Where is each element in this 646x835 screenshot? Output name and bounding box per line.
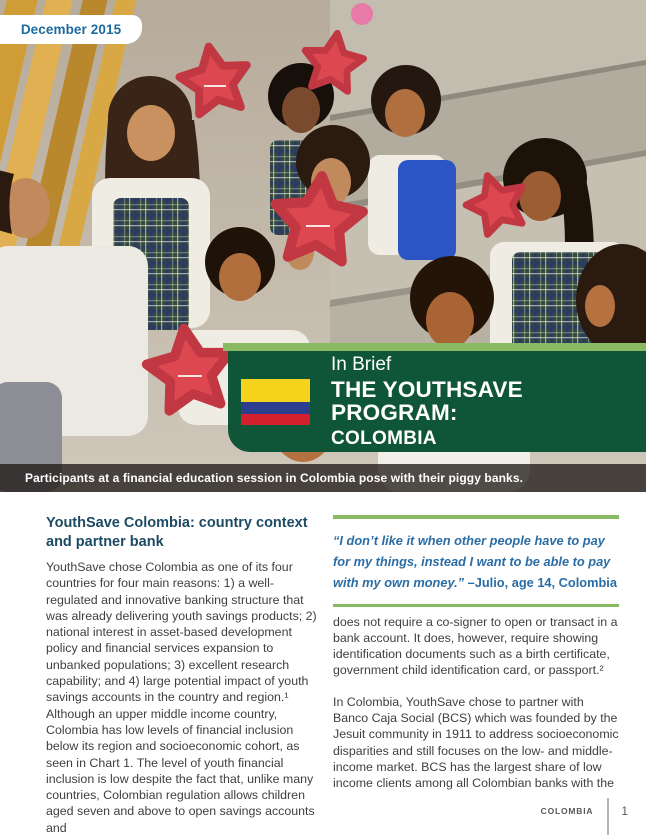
date-badge [0,15,142,44]
quote-rule-bottom [333,604,619,607]
right-column-paragraph-1: does not require a co-signer to open or transact in a bank account. It does, however, require showing identification documents such as a birth certificate, government child identification card, or passport.² [333,614,618,678]
quote-text: “I don’t like it when other people have to pay for my things, instead I want to be able to pay with my own money.” [333,533,611,590]
title-box [228,351,646,452]
pull-quote [333,530,619,593]
quote-rule-top [333,515,619,519]
right-column [333,515,619,791]
report-subtitle: COLOMBIA [331,428,437,449]
page-footer [541,798,628,835]
photo-caption: Participants at a financial education session in Colombia pose with their piggy banks. [25,471,524,485]
report-title: THE YOUTHSAVE PROGRAM: [331,377,523,425]
left-column-paragraph: YouthSave chose Colombia as one of its four countries for four main reasons: 1) a well-regulated and innovative banking structure that was already delivering youth savings products; 2) national interest in asset-based development policy and financial services expansion to unbanked populations; 3) excellent research capability; and 4) large potential impact of youth savings accounts in the country and region.¹ Although an upper middle income country, Colombia has low levels of financial inclusion below its region and socioeconomic cohort, as seen in Chart 1. The level of youth financial inclusion is low despite the fact that, unlike many countries, Colombian regulation allows children aged seven and above to open savings accounts and [46,560,317,835]
page-number: 1 [621,804,628,818]
colombia-flag-icon [241,379,310,425]
footer-country-label: COLOMBIA [540,806,594,816]
right-column-paragraph-2: In Colombia, YouthSave chose to partner with Banco Caja Social (BCS) which was founded by the Jesuit community in 1911 to address socioeconomic disparities and still focuses on the low- and middle-income market. BCS has the largest share of low income clients among all Colombian banks with the [333,694,619,791]
report-kicker: In Brief [331,354,392,375]
section-heading: YouthSave Colombia: country context and partner bank [46,515,308,550]
quote-attribution: –Julio, age 14, Colombia [464,575,617,590]
date-badge-label: December 2015 [20,22,122,37]
photo-caption-bar [0,464,646,492]
footer-divider [607,798,609,835]
left-column [46,514,318,835]
title-accent-bar [223,343,646,351]
